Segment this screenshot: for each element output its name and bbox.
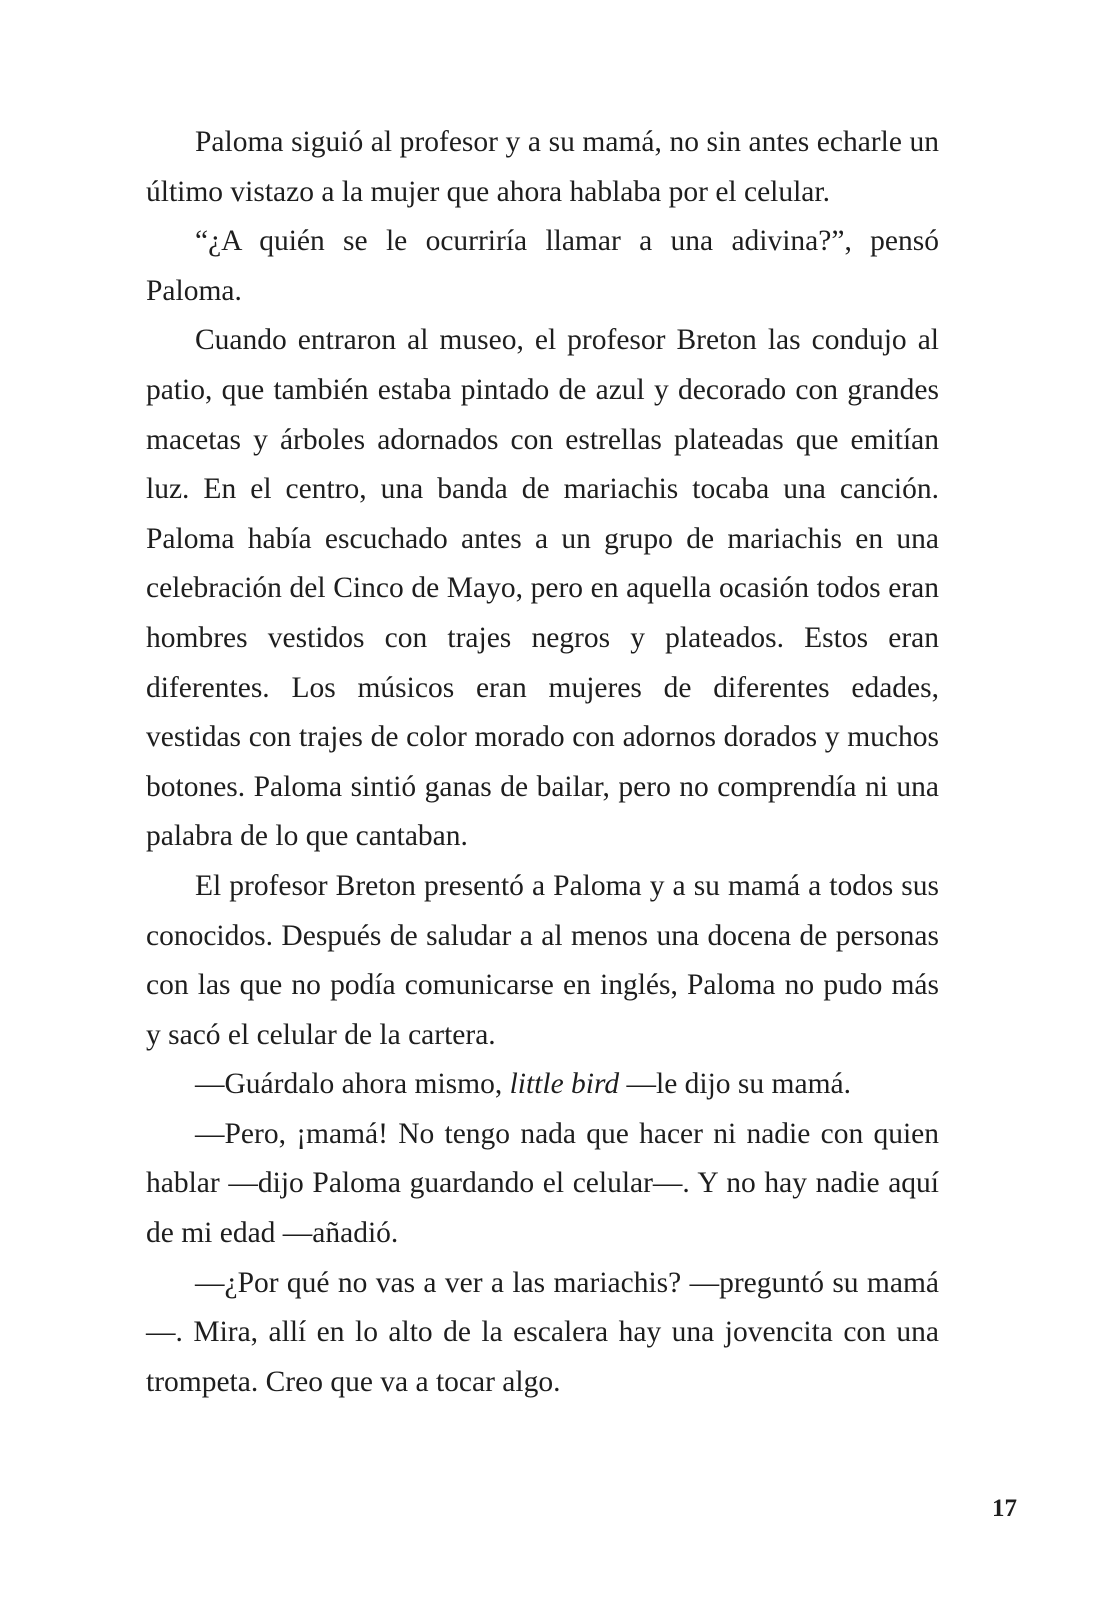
- paragraph-5-tail: —le dijo su mamá.: [619, 1068, 851, 1101]
- paragraph-5: [146, 1060, 939, 1110]
- paragraph-5-italic: little bird: [509, 1068, 620, 1101]
- body-text: [146, 118, 939, 1407]
- paragraph-7: —¿Por qué no vas a ver a las mariachis? —preguntó su mamá—. Mira, allí en lo alto de la escalera hay una jovencita con una trompeta. Creo que va a tocar algo.: [146, 1266, 939, 1398]
- page-number: 17: [992, 1495, 1017, 1522]
- paragraph-2: “¿A quién se le ocurriría llamar a una adivina?”, pensó Paloma.: [146, 225, 939, 307]
- paragraph-1: Paloma siguió al profesor y a su mamá, no sin antes echarle un último vistazo a la mujer que ahora hablaba por el celular.: [146, 126, 939, 208]
- paragraph-3: Cuando entraron al museo, el profesor Breton las condujo al patio, que también estaba pintado de azul y decorado con grandes macetas y árboles adornados con estrellas plateadas que emitían luz. En el centro, una banda de mariachis tocaba una canción. Paloma había escuchado antes a un grupo de mariachis en una celebración del Cinco de Mayo, pero en aquella ocasión todos eran hombres vestidos con trajes negros y plateados. Estos eran diferentes. Los músicos eran mujeres de diferentes edades, vestidas con trajes de color morado con adornos dorados y muchos botones. Paloma sintió ganas de bailar, pero no comprendía ni una palabra de lo que cantaban.: [146, 324, 939, 853]
- paragraph-6: —Pero, ¡mamá! No tengo nada que hacer ni nadie con quien hablar —dijo Paloma guardando el celular—. Y no hay nadie aquí de mi edad —añadió.: [146, 1117, 939, 1250]
- paragraph-5-lead: —Guárdalo ahora mismo,: [195, 1068, 510, 1101]
- paragraph-4: El profesor Breton presentó a Paloma y a su mamá a todos sus conocidos. Después de saludar a al menos una docena de personas con las que no podía comunicarse en inglés, Paloma no pudo más y sacó el celular de la cartera.: [146, 869, 939, 1051]
